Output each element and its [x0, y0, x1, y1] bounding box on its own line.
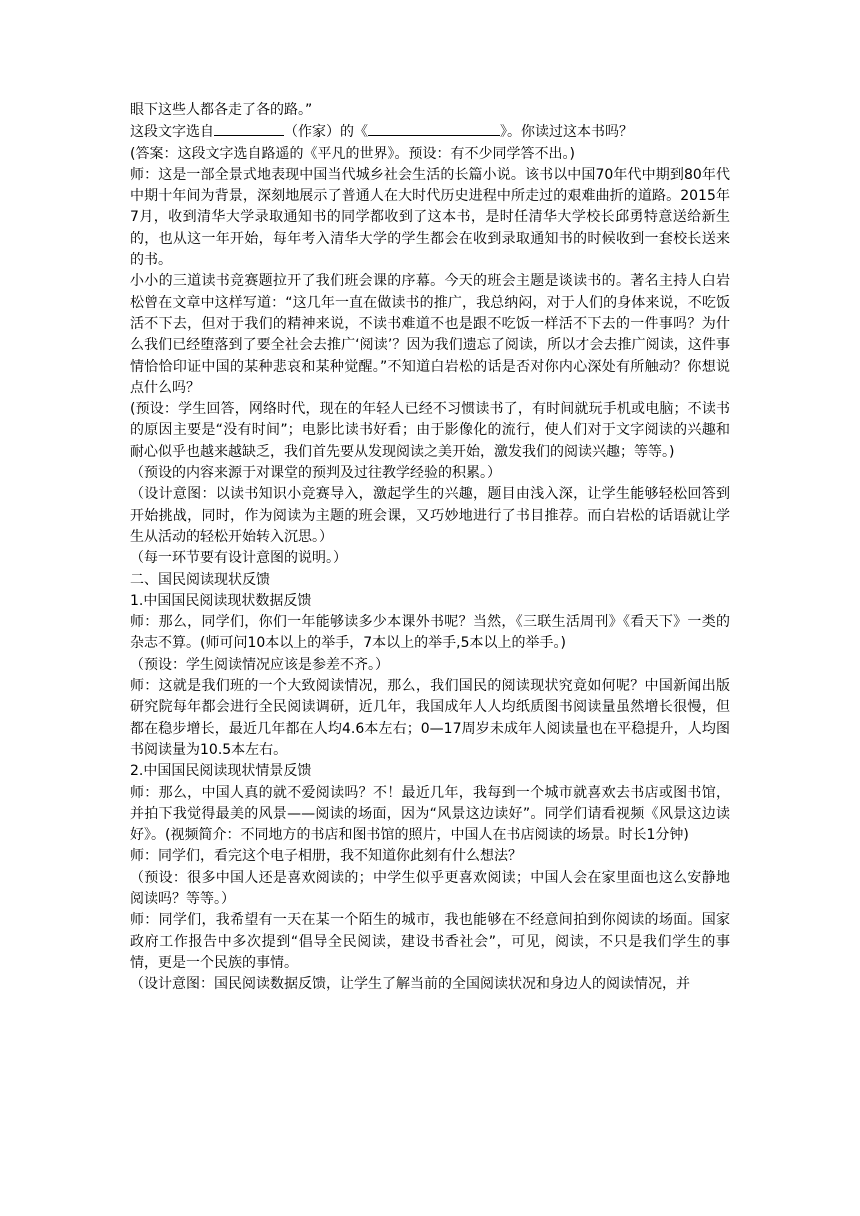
text-paragraph: 小小的三道读书竞赛题拉开了我们班会课的序幕。今天的班会主题是谈读书的。著名主持人白岩松曾在文章中这样写道：“这几年一直在做读书的推广，我总纳闷，对于人们的身体来说，不吃饭活不下去，但对于我们的精神来说，不读书难道不也是跟不吃饭一样活不下去的一件事吗？为什么我们已经堕落到了要全社会去推广‘阅读’？因为我们遗忘了阅读，所以才会去推广阅读，这件事情恰恰印证中国的某种悲哀和某种觉醒。”不知道白岩松的话是否对你内心深处有所触动？你想说点什么吗？ — [130, 273, 730, 396]
author-blank — [214, 121, 284, 136]
question-paragraph — [130, 121, 730, 143]
text-paragraph: 师：这就是我们班的一个大致阅读情况，那么，我们国民的阅读现状究竟如何呢？中国新闻出版研究院每年都会进行全民阅读调研，近几年，我国成年人人均纸质图书阅读量虽然增长很慢，但都在稳步增长，最近几年都在人均4.6本左右；0—17周岁未成年人阅读量也在平稳提升，人均图书阅读量为10.5本左右。 — [130, 678, 730, 758]
preset-paragraph: (预设：学生回答，网络时代，现在的年轻人已经不习惯读书了，有时间就玩手机或电脑；不读书的原因主要是“没有时间”；电影比读书好看；由于影像化的流行，使人们对于文字阅读的兴趣和耐心似乎也越来越缺乏，我们首先要从发现阅读之美开始，激发我们的阅读兴趣；等等。) — [130, 401, 730, 460]
subsection-heading: 1.中国国民阅读现状数据反馈 — [130, 592, 312, 609]
text-paragraph: 师：这是一部全景式地表现中国当代城乡社会生活的长篇小说。该书以中国70年代中期到80年代中期十年间为背景，深刻地展示了普通人在大时代历史进程中所走过的艰难曲折的道路。2015年7月，收到清华大学录取通知书的同学都收到了这本书，是时任清华大学校长邱勇特意送给新生的，也从这一年开始，每年考入清华大学的学生都会在收到录取通知书的时候收到一套校长送来的书。 — [130, 166, 730, 269]
text-paragraph: 师：那么，同学们，你们一年能够读多少本课外书呢？当然，《三联生活周刊》《看天下》一类的杂志不算。(师可问10本以上的举手，7本以上的举手,5本以上的举手。) — [130, 614, 730, 652]
design-intent-paragraph: （设计意图：国民阅读数据反馈，让学生了解当前的全国阅读状况和身边人的阅读情况，并 — [130, 976, 690, 993]
preset-paragraph: （预设：很多中国人还是喜欢阅读的；中学生似乎更喜欢阅读；中国人会在家里面也这么安静地阅读吗？等等。） — [130, 869, 730, 907]
design-intent-paragraph: （设计意图：以读书知识小竞赛导入，激起学生的兴趣，题目由浅入深，让学生能够轻松回答到开始挑战，同时，作为阅读为主题的班会课，又巧妙地进行了书目推荐。而白岩松的话语就让学生从活动的轻松开始转入沉思。） — [130, 486, 730, 545]
preset-paragraph: （预设：学生阅读情况应该是参差不齐。） — [130, 656, 389, 673]
text-paragraph: 师：同学们，看完这个电子相册，我不知道你此刻有什么想法？ — [130, 848, 522, 865]
text-paragraph: 眼下这些人都各走了各的路。” — [130, 102, 313, 118]
note-paragraph: （预设的内容来源于对课堂的预判及过往教学经验的积累。） — [130, 465, 501, 482]
answer-paragraph: (答案：这段文字选自路遥的《平凡的世界》。预设：有不少同学答不出。) — [130, 145, 575, 162]
question-part-2: （作家）的《 — [284, 124, 368, 141]
book-title-blank — [368, 121, 500, 136]
section-heading: 二、国民阅读现状反馈 — [130, 571, 270, 588]
question-part-3: 》。你读过这本书吗？ — [500, 124, 633, 141]
question-part-1: 这段文字选自 — [130, 124, 214, 141]
text-paragraph: 师：同学们，我希望有一天在某一个陌生的城市，我也能够在不经意间拍到你阅读的场面。国家政府工作报告中多次提到“倡导全民阅读，建设书香社会”，可见，阅读，不只是我们学生的事情，更是一个民族的事情。 — [130, 912, 730, 971]
note-paragraph: （每一环节要有设计意图的说明。） — [130, 550, 347, 567]
text-paragraph: 师：那么，中国人真的就不爱阅读吗？不！最近几年，我每到一个城市就喜欢去书店或图书馆，并拍下我觉得最美的风景——阅读的场面，因为“风景这边读好”。同学们请看视频《风景这边读好》。(视频简介：不同地方的书店和图书馆的照片，中国人在书店阅读的场景。时长1分钟) — [130, 784, 730, 844]
subsection-heading: 2.中国国民阅读现状情景反馈 — [130, 763, 312, 780]
document-page — [130, 100, 730, 995]
